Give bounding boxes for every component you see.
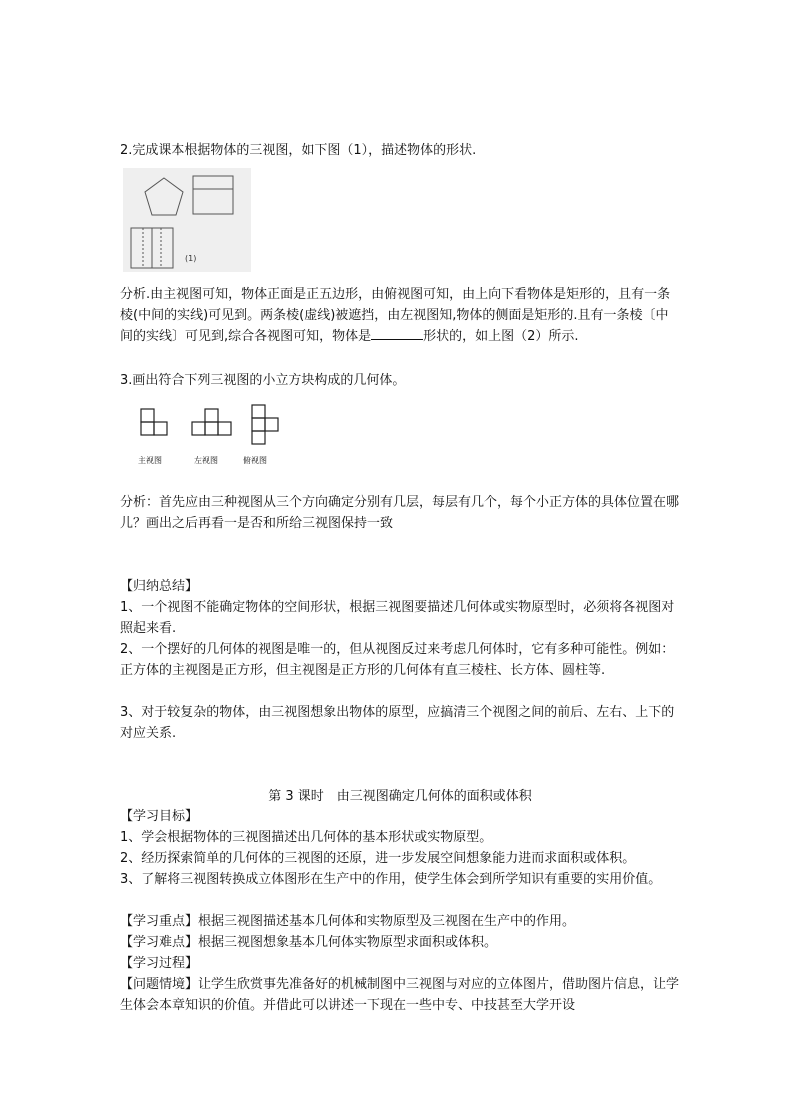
- process-heading: 【学习过程】: [120, 956, 199, 971]
- q3-title: 3.画出符合下列三视图的小立方块构成的几何体。: [120, 373, 406, 388]
- goals-heading: 【学习目标】: [120, 809, 199, 824]
- difficulty-text: 根据三视图想象基本几何体实物原型求面积或体积。: [198, 935, 498, 950]
- key-point: [120, 911, 680, 932]
- q2-title: 2.完成课本根据物体的三视图，如下图（1），描述物体的形状.: [120, 143, 477, 158]
- lesson-title: 第 3 课时 由三视图确定几何体的面积或体积: [268, 789, 532, 804]
- situation-text: 让学生欣赏事先准备好的机械制图中三视图与对应的立体图片，借助图片信息，让学生体会本章知识的价值。并借此可以讲述一下现在一些中专、中技甚至大学开设: [120, 977, 680, 1013]
- q2-analysis: [120, 284, 680, 347]
- goal-3: 3、了解将三视图转换成立体图形在生产中的作用，使学生体会到所学知识有重要的实用价值。: [120, 872, 662, 887]
- left-view-caption: 左视图: [194, 456, 218, 465]
- summary-item-3: 3、对于较复杂的物体，由三视图想象出物体的原型，应搞清三个视图之间的前后、左右、上下的对应关系.: [120, 705, 675, 741]
- difficulty: [120, 932, 680, 953]
- situation: [120, 974, 680, 1016]
- front-view-caption: 主视图: [138, 456, 162, 465]
- q3-analysis: 分析：首先应由三种视图从三个方向确定分别有几层，每层有几个，每个小正方体的具体位置在哪儿？画出之后再看一是否和所给三视图保持一致: [120, 495, 680, 531]
- goal-1: 1、学会根据物体的三视图描述出几何体的基本形状或实物原型。: [120, 830, 493, 845]
- goal-2: 2、经历探索简单的几何体的三视图的还原，进一步发展空间想象能力进而求面积或体积。: [120, 851, 636, 866]
- answer-blank[interactable]: [371, 326, 423, 340]
- key-point-label: 【学习重点】: [120, 914, 199, 929]
- top-view-caption: 俯视图: [243, 456, 267, 465]
- difficulty-label: 【学习难点】: [120, 935, 199, 950]
- summary-item-2: 2、一个摆好的几何体的视图是唯一的，但从视图反过来考虑几何体时，它有多种可能性。例如：正方体的主视图是正方形，但主视图是正方形的几何体有直三棱柱、长方体、圆柱等.: [120, 642, 675, 678]
- three-view-figure-1: [123, 168, 251, 272]
- key-point-text: 根据三视图描述基本几何体和实物原型及三视图在生产中的作用。: [198, 914, 576, 929]
- summary-heading: 【归纳总结】: [120, 579, 199, 594]
- q2-analysis-part1: 分析.由主视图可知，物体正面是正五边形，由俯视图可知，由上向下看物体是矩形的，且有一条棱(中间的实线)可见到。两条棱(虚线)被遮挡，由左视图知,物体的侧面是矩形的.且有一条棱〔中间的实线〕可见到,综合各视图可知，物体是: [120, 287, 671, 344]
- figure-1-label: (1): [185, 254, 197, 263]
- q2-analysis-part2: 形状的，如上图（2）所示.: [423, 329, 579, 344]
- summary-item-1: 1、一个视图不能确定物体的空间形状，根据三视图要描述几何体或实物原型时，必须将各视图对照起来看.: [120, 600, 675, 636]
- situation-label: 【问题情境】: [120, 977, 199, 992]
